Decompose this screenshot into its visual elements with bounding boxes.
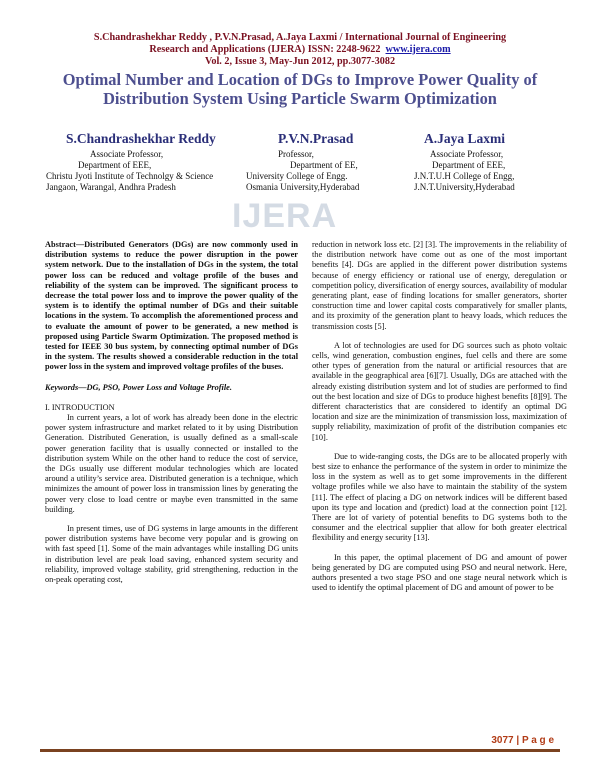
right-paragraph-2: A lot of technologies are used for DG sources such as photo voltaic cells, wind generation, combustion engines, fuel cells and there are some other types of generation from the natural or artificial resources that are available in the geographical area [6][7]. Usually, DGs are attached with the already existing distribution system and lot of studies are performed to find out the best location and size of DGs to produce highest benefits [8][9]. The different characteristics that are considered to identify an optimal DG location and size are the minimization of transmission loss, maximization of supply reliability, maximization of profit of the distribution companies etc [10]. [312,340,567,442]
intro-paragraph-2: In present times, use of DG systems in large amounts in the different power distribution systems have become very popular and is growing on with fast speed [1]. Some of the main advantages while installing DG units in distribution level are peak load saving, enhanced system security and reliability, improved voltage stability, grid strengthening, reduction in the on-peak operating cost, [45,524,298,585]
journal-issn-line [0,44,600,55]
author-2-name: P.V.N.Prasad [278,131,354,146]
author-2-title: Professor, [278,149,314,159]
author-2 [246,130,360,193]
page-number: 3077 | P a g e [491,735,554,746]
author-1 [46,130,216,193]
author-3-title: Associate Professor, [430,149,504,159]
author-3-location: J.N.T.University,Hyderabad [414,182,515,192]
journal-website-link[interactable]: www.ijera.com [385,44,451,55]
right-paragraph-3: Due to wide-ranging costs, the DGs are to be allocated properly with best size to enhance the performance of the system in order to minimize the loss in the system as well as to get some improvements in the different voltage profiles while we also have to maintain the stability of the system [11]. The effect of placing a DG on network indices will be different based upon its type and location and (predict) load at the connection point [12]. There are lot of variety of potential benefits to DG systems both to the consumer and the electrical supplier that allow for both greater electrical flexibility and energy security [13]. [312,451,567,543]
left-column [45,240,298,585]
journal-authors-line: S.Chandrashekhar Reddy , P.V.N.Prasad, A.Jaya Laxmi / International Journal of Engineering [93,32,507,43]
author-2-location: Osmania University,Hyderabad [246,182,360,192]
footer-rule [40,749,560,752]
section-heading-introduction: I. INTRODUCTION [45,402,115,412]
keywords-text: Keywords—DG, PSO, Power Loss and Voltage Profile. [45,382,232,392]
right-paragraph-4: In this paper, the optimal placement of DG and amount of power being generated by DG are computed using PSO and neural network. Here, authors presented a two stage PSO and one stage neural network which is used to identify the optimal placement of DG and amount of power to be [312,552,567,593]
author-3-name: A.Jaya Laxmi [424,131,505,146]
journal-issn-text: Research and Applications (IJERA) ISSN: 2248-9622 [149,44,381,55]
ijera-watermark: IJERA [232,197,338,235]
author-2-institute: University College of Engg. [246,171,348,181]
author-3-dept: Department of EEE, [432,160,506,170]
abstract: Abstract—Distributed Generators (DGs) are now commonly used in distribution systems to reduce the power disruption in the power system network. Due to the installation of DGs in the system, the total power loss can be reduced and voltage profile of the buses and reliability of the system can be improved. The significant process to decrease the total power loss and to improve the power quality of the system is to identify the optimal number of DGs and their suitable locations in the system. To accomplish the aforementioned process and to evaluate the amount of power to be generated, a new method is proposed using Particle Swarm Optimization. The proposed method is tested for IEEE 30 bus system, by connecting optimal number of DGs in the system. The results showed a considerable reduction in the total power loss in the system and improved voltage profiles of the buses. [45,240,298,372]
author-1-title: Associate Professor, [90,149,164,159]
intro-paragraph-1: In current years, a lot of work has already been done in the electric power system infrastructure and market related to it by using Distribution Generation. Distributed Generation, is usually defined as a small-scale power generation facility that is usually connected or installed to the distribution system While on the other hand to reduce the cost of service, the DGs usually use different modular technologies which are located around a utility’s service area. Distributed generation is a technique, which minimizes the amount of power loss in transmission lines by generating the power very close to load centre or maybe even transmitted in the same building. [45,413,298,514]
author-3 [414,130,515,193]
journal-volume-line: Vol. 2, Issue 3, May-Jun 2012, pp.3077-3082 [204,56,396,67]
author-1-location: Jangaon, Warangal, Andhra Pradesh [46,182,176,192]
author-1-institute: Christu Jyoti Institute of Technolgy & Science [46,171,214,181]
author-2-dept: Department of EE, [290,160,358,170]
keywords [45,383,298,393]
right-paragraph-1: reduction in network loss etc. [2] [3]. The improvements in the reliability of the distribution network have come out as one of the most important benefits [4]. DGs are applied in the different power distribution systems because of energy efficiency or rational use of energy, deregulation or competition policy, diversification of energy sources, availability of modular generating plant, ease of finding locations for smaller generators, shorter construction time and lower capital costs comparatively for smaller plants, and its proximity of the generation plant to heavy loads, which reduces the transmission costs [5]. [312,240,567,331]
right-column [312,240,567,594]
author-3-institute: J.N.T.U.H College of Engg, [414,171,515,181]
author-1-dept: Department of EEE, [78,160,152,170]
author-1-name: S.Chandrashekhar Reddy [66,131,216,146]
paper-title: Optimal Number and Location of DGs to Improve Power Quality of Distribution System Using Particle Swarm Optimization [62,70,538,108]
